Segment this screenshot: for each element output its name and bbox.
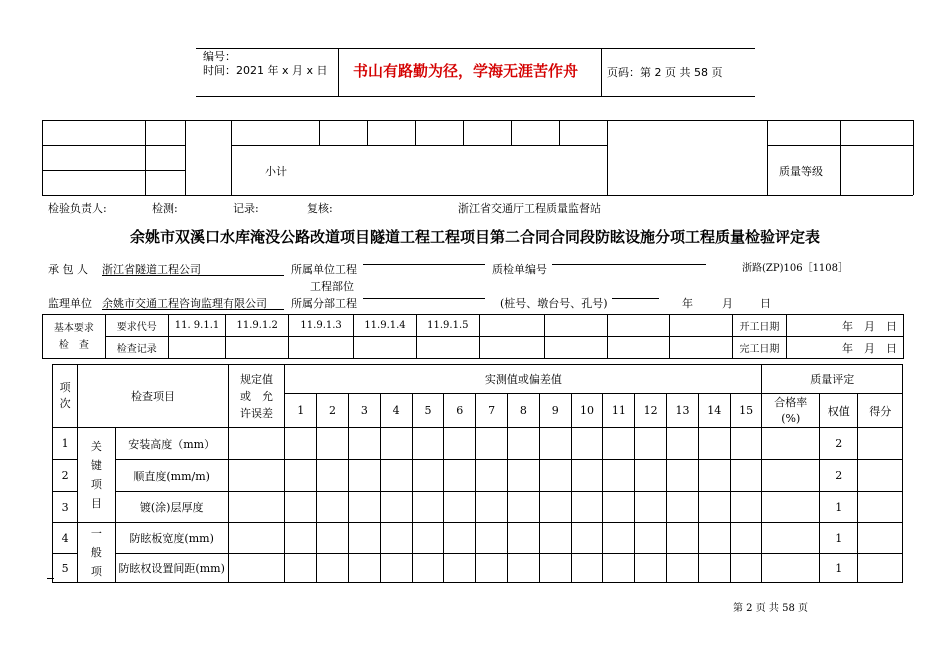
record-cell: [226, 337, 289, 359]
req-code: 11. 9.1.1: [168, 315, 226, 337]
row-measure-cell: [380, 460, 412, 492]
row-measure-cell: [507, 492, 539, 523]
month-label: 月: [722, 297, 733, 310]
inspection-table: [52, 364, 903, 583]
col-measured-header: 实测值或偏差值: [285, 365, 762, 394]
row-measure-cell: [603, 523, 635, 554]
row-measure-cell: [285, 554, 317, 583]
row-measure-cell: [571, 554, 603, 583]
row-measure-cell: [317, 460, 349, 492]
row-item-name: 安装高度（mm）: [115, 428, 228, 460]
part-label: 工程部位: [310, 280, 354, 293]
measure-col-header: 1: [285, 394, 317, 428]
table-edge-mark: [47, 578, 54, 579]
row-measure-cell: [635, 554, 667, 583]
row-measure-cell: [635, 428, 667, 460]
req-code: 11.9.1.3: [289, 315, 354, 337]
row-weight: 1: [820, 554, 858, 583]
row-measure-cell: [285, 428, 317, 460]
row-weight: 1: [820, 492, 858, 523]
stake-value: [612, 298, 659, 299]
row-measure-cell: [539, 523, 571, 554]
row-score: [858, 460, 903, 492]
measure-col-header: 8: [507, 394, 539, 428]
row-no: 3: [53, 492, 78, 523]
row-measure-cell: [667, 460, 699, 492]
qc-label: 质检单编号: [492, 263, 547, 276]
row-measure-cell: [317, 523, 349, 554]
row-pass-rate: [762, 554, 820, 583]
row-measure-cell: [571, 523, 603, 554]
row-measure-cell: [698, 428, 730, 460]
row-measure-cell: [698, 460, 730, 492]
row-measure-cell: [698, 554, 730, 583]
row-measure-cell: [348, 428, 380, 460]
row-measure-cell: [380, 523, 412, 554]
row-measure-cell: [348, 554, 380, 583]
row-measure-cell: [476, 460, 508, 492]
row-no: 2: [53, 460, 78, 492]
row-pass-rate: [762, 492, 820, 523]
basic-req-label: 基本要求 检 查: [43, 315, 106, 359]
row-measure-cell: [476, 523, 508, 554]
row-measure-cell: [412, 460, 444, 492]
col-item-no-header: 项次: [53, 365, 78, 428]
basic-requirements-table: [42, 314, 904, 359]
footer-page-label: 第 2 页 共 58 页: [733, 603, 808, 614]
row-measure-cell: [571, 428, 603, 460]
req-code: 11.9.1.4: [354, 315, 417, 337]
supervisor-value: 余姚市交通工程咨询监理有限公司: [102, 298, 284, 310]
row-measure-cell: [698, 523, 730, 554]
measure-col-header: 2: [317, 394, 349, 428]
contractor-value: 浙江省隧道工程公司: [102, 264, 284, 276]
row-measure-cell: [603, 554, 635, 583]
row-item-name: 镀(涂)层厚度: [115, 492, 228, 523]
record-label: 检查记录: [105, 337, 168, 359]
day-label: 日: [760, 297, 771, 310]
row-measure-cell: [507, 554, 539, 583]
sig-agency: 浙江省交通厅工程质量监督站: [458, 202, 601, 215]
req-code-empty: [544, 315, 607, 337]
record-cell: [289, 337, 354, 359]
col-score-header: 得分: [858, 394, 903, 428]
end-date-value: 年 月 日: [786, 337, 903, 359]
row-spec-value: [228, 492, 285, 523]
row-no: 4: [53, 523, 78, 554]
col-spec-header: 规定值 或 允 许误差: [228, 365, 285, 428]
row-spec-value: [228, 554, 285, 583]
row-measure-cell: [444, 492, 476, 523]
row-measure-cell: [444, 460, 476, 492]
end-date-label: 完工日期: [733, 337, 786, 359]
row-measure-cell: [507, 460, 539, 492]
row-item-name: 防眩板宽度(mm): [115, 523, 228, 554]
row-measure-cell: [539, 554, 571, 583]
row-measure-cell: [380, 492, 412, 523]
row-measure-cell: [667, 492, 699, 523]
sig-inspector: 检验负责人:: [48, 202, 107, 215]
sig-inspect: 检测:: [152, 202, 178, 215]
row-measure-cell: [285, 492, 317, 523]
row-score: [858, 554, 903, 583]
record-cell: [354, 337, 417, 359]
measure-col-header: 5: [412, 394, 444, 428]
measure-col-header: 11: [603, 394, 635, 428]
record-cell: [168, 337, 226, 359]
col-quality-header: 质量评定: [762, 365, 903, 394]
row-measure-cell: [603, 492, 635, 523]
row-measure-cell: [667, 554, 699, 583]
row-item-name: 顺直度(mm/m): [115, 460, 228, 492]
supervisor-label: 监理单位: [48, 297, 92, 310]
unit-label: 所属单位工程: [291, 263, 357, 276]
req-code: 11.9.1.5: [416, 315, 479, 337]
subsection-value: [363, 298, 485, 299]
row-measure-cell: [730, 492, 762, 523]
row-measure-cell: [539, 492, 571, 523]
row-score: [858, 428, 903, 460]
unit-value: [363, 264, 485, 265]
year-label: 年: [682, 297, 693, 310]
col-weight-header: 权值: [820, 394, 858, 428]
req-code: 11.9.1.2: [226, 315, 289, 337]
row-measure-cell: [380, 554, 412, 583]
row-measure-cell: [635, 523, 667, 554]
row-no: 1: [53, 428, 78, 460]
row-measure-cell: [730, 428, 762, 460]
row-measure-cell: [539, 460, 571, 492]
col-pass-rate-header: 合格率 (%): [762, 394, 820, 428]
row-measure-cell: [317, 554, 349, 583]
subsection-label: 所属分部工程: [291, 297, 357, 310]
row-measure-cell: [635, 460, 667, 492]
row-weight: 1: [820, 523, 858, 554]
row-measure-cell: [444, 428, 476, 460]
row-measure-cell: [698, 492, 730, 523]
sig-review: 复核:: [307, 202, 333, 215]
row-measure-cell: [348, 492, 380, 523]
row-measure-cell: [667, 523, 699, 554]
row-pass-rate: [762, 428, 820, 460]
contractor-label: 承 包 人: [48, 263, 88, 276]
measure-col-header: 12: [635, 394, 667, 428]
row-measure-cell: [412, 428, 444, 460]
row-measure-cell: [285, 523, 317, 554]
row-measure-cell: [667, 428, 699, 460]
req-code-label: 要求代号: [105, 315, 168, 337]
row-measure-cell: [730, 460, 762, 492]
req-code-empty: [670, 315, 733, 337]
measure-col-header: 3: [348, 394, 380, 428]
record-cell: [670, 337, 733, 359]
row-measure-cell: [285, 460, 317, 492]
row-measure-cell: [444, 523, 476, 554]
measure-col-header: 7: [476, 394, 508, 428]
start-date-label: 开工日期: [733, 315, 786, 337]
row-score: [858, 523, 903, 554]
quality-grade-label: 质量等级: [779, 165, 823, 178]
row-measure-cell: [412, 554, 444, 583]
row-measure-cell: [317, 428, 349, 460]
row-measure-cell: [539, 428, 571, 460]
req-code-empty: [479, 315, 544, 337]
col-item-header: 检查项目: [78, 365, 228, 428]
subtotal-label: 小计: [265, 165, 287, 178]
record-cell: [416, 337, 479, 359]
group-general-items: 一 般 项: [78, 523, 115, 583]
record-cell: [544, 337, 607, 359]
measure-col-header: 13: [667, 394, 699, 428]
measure-col-header: 6: [444, 394, 476, 428]
measure-col-header: 14: [698, 394, 730, 428]
sig-record: 记录:: [233, 202, 259, 215]
qc-value: [552, 264, 706, 265]
motto: 书山有路勤为径，学海无涯苦作舟: [353, 62, 579, 80]
row-measure-cell: [730, 523, 762, 554]
time-label: 时间：2021 年 x 月 x 日: [203, 64, 328, 77]
row-measure-cell: [348, 460, 380, 492]
row-measure-cell: [348, 523, 380, 554]
page-title: 余姚市双溪口水库淹没公路改道项目隧道工程工程项目第二合同合同段防眩设施分项工程质量检验评定表: [129, 228, 820, 246]
row-measure-cell: [412, 523, 444, 554]
row-measure-cell: [412, 492, 444, 523]
stake-label: (桩号、墩台号、孔号): [500, 297, 608, 310]
row-spec-value: [228, 428, 285, 460]
form-code: 浙路(ZP)106［1108］: [742, 263, 849, 274]
row-spec-value: [228, 460, 285, 492]
row-measure-cell: [476, 428, 508, 460]
row-measure-cell: [603, 428, 635, 460]
row-no: 5: [53, 554, 78, 583]
code-label: 编号：: [203, 50, 236, 63]
row-measure-cell: [603, 460, 635, 492]
row-measure-cell: [507, 428, 539, 460]
measure-col-header: 15: [730, 394, 762, 428]
header-page-label: 页码：第 2 页 共 58 页: [607, 66, 723, 79]
group-key-items: 关 键 项 目: [78, 428, 115, 523]
req-code-empty: [607, 315, 670, 337]
row-weight: 2: [820, 460, 858, 492]
row-measure-cell: [571, 492, 603, 523]
row-measure-cell: [571, 460, 603, 492]
start-date-value: 年 月 日: [786, 315, 903, 337]
row-measure-cell: [380, 428, 412, 460]
row-item-name: 防眩权设置间距(mm): [115, 554, 228, 583]
row-measure-cell: [507, 523, 539, 554]
row-measure-cell: [730, 554, 762, 583]
row-measure-cell: [476, 492, 508, 523]
row-measure-cell: [444, 554, 476, 583]
row-measure-cell: [635, 492, 667, 523]
measure-col-header: 10: [571, 394, 603, 428]
row-measure-cell: [476, 554, 508, 583]
record-cell: [607, 337, 670, 359]
measure-col-header: 9: [539, 394, 571, 428]
row-spec-value: [228, 523, 285, 554]
record-cell: [479, 337, 544, 359]
row-measure-cell: [317, 492, 349, 523]
row-pass-rate: [762, 460, 820, 492]
measure-col-header: 4: [380, 394, 412, 428]
row-weight: 2: [820, 428, 858, 460]
row-score: [858, 492, 903, 523]
row-pass-rate: [762, 523, 820, 554]
